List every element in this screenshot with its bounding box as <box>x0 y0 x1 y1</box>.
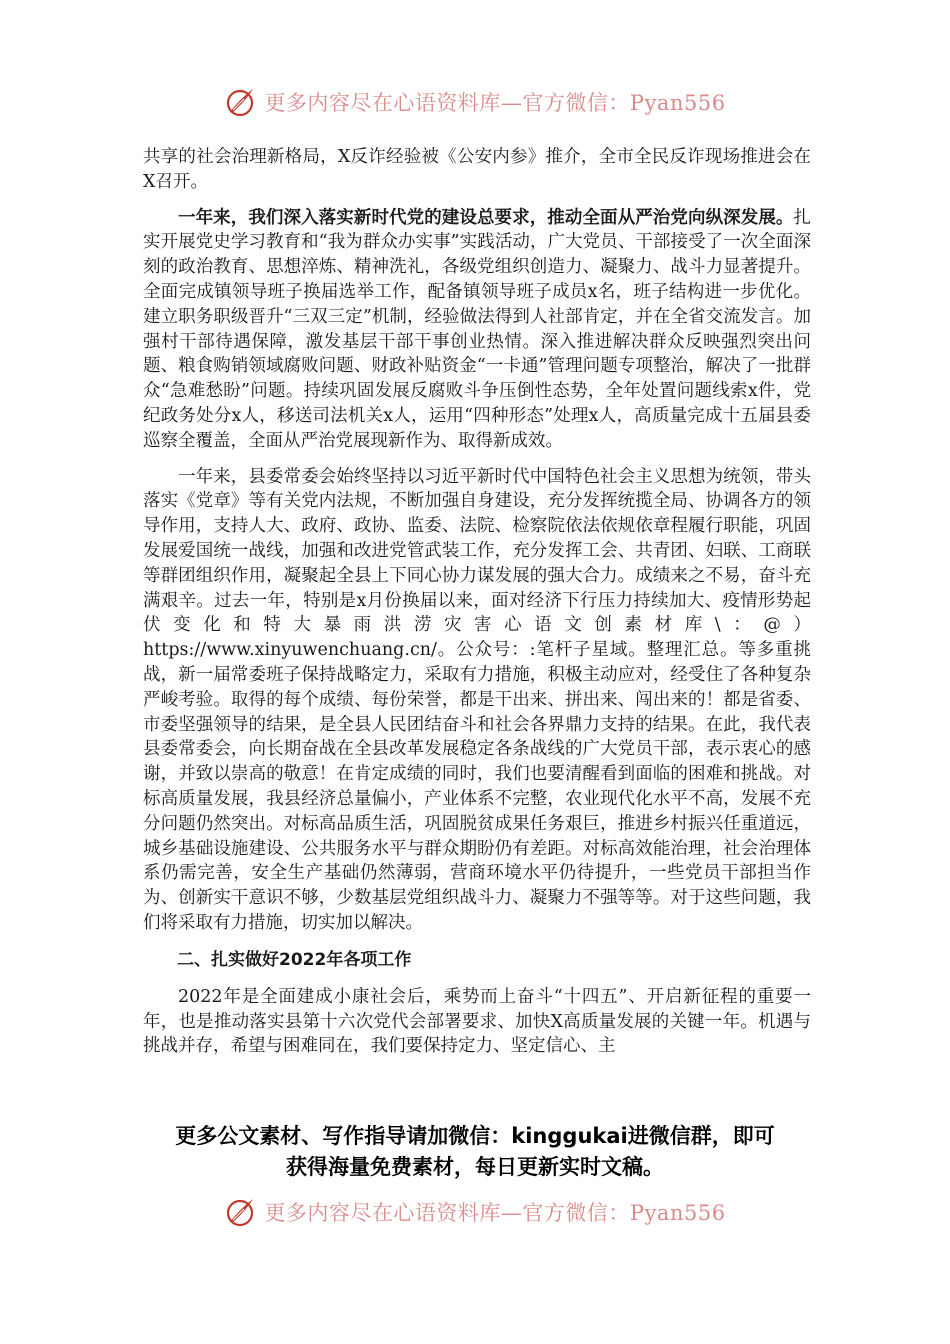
watermark-text: 更多内容尽在心语资料库—官方微信：Pyan556 <box>264 1201 726 1225</box>
paragraph-2 <box>143 206 811 454</box>
paragraph-1: 共享的社会治理新格局，X反诈经验被《公安内参》推介，全市全民反诈现场推进会在X召开。 <box>143 147 811 192</box>
paragraph-2-body: 扎实开展党史学习教育和“我为群众办实事”实践活动，广大党员、干部接受了一次全面深刻的政治教育、思想淬炼、精神洗礼，各级党组织创造力、凝聚力、战斗力显著提升。全面完成镇领导班子换届选举工作，配备镇领导班子成员x名，班子结构进一步优化。建立职务职级晋升“三双三定”机制，经验做法得到人社部肯定，并在全省交流发言。加强村干部待遇保障，激发基层干部干事创业热情。深入推进解决群众反映强烈突出问题、粮食购销领域腐败问题、财政补贴资金“一卡通”管理问题专项整治，解决了一批群众“急难愁盼”问题。持续巩固发展反腐败斗争压倒性态势，全年处置问题线索x件，党纪政务处分x人，移送司法机关x人，运用“四种形态”处理x人，高质量完成十五届县委巡察全覆盖，全面从严治党展现新作为、取得新成效。 <box>143 207 811 451</box>
section-heading-2: 二、扎实做好2022年各项工作 <box>177 949 412 970</box>
quill-pen-logo-icon <box>224 1196 256 1228</box>
watermark-text: 更多内容尽在心语资料库—官方微信：Pyan556 <box>264 91 726 115</box>
quill-pen-logo-icon <box>224 86 256 118</box>
document-body <box>143 145 811 1059</box>
paragraph-4: 2022年是全面建成小康社会后，乘势而上奋斗“十四五”、开启新征程的重要一年，也是推动落实县第十六次党代会部署要求、加快X高质量发展的关键一年。机遇与挑战并存，希望与困难同在，我们要保持定力、坚定信心、主 <box>143 986 811 1057</box>
paragraph-3: 一年来，县委常委会始终坚持以习近平新时代中国特色社会主义思想为统领，带头落实《党章》等有关党内法规，不断加强自身建设，充分发挥统揽全局、协调各方的领导作用，支持人大、政府、政协、监委、法院、检察院依法依规依章程履行职能，巩固发展爱国统一战线，加强和改进党管武装工作，充分发挥工会、共青团、妇联、工商联等群团组织作用，凝聚起全县上下同心协力谋发展的强大合力。成绩来之不易，奋斗充满艰辛。过去一年，特别是x月份换届以来，面对经济下行压力持续加大、疫情形势起伏变化和特大暴雨洪涝灾害心语文创素材库\：@）https://www.xinyuwenchuang.cn/。公众号：:笔杆子星域。整理汇总。等多重挑战，新一届常委班子保持战略定力，采取有力措施，积极主动应对，经受住了各种复杂严峻考验。取得的每个成绩、每份荣誉，都是干出来、拼出来、闯出来的！都是省委、市委坚强领导的结果，是全县人民团结奋斗和社会各界鼎力支持的结果。在此，我代表县委常委会，向长期奋战在全县改革发展稳定各条战线的广大党员干部，表示衷心的感谢，并致以崇高的敬意！在肯定成绩的同时，我们也要清醒看到面临的困难和挑战。对标高质量发展，我县经济总量偏小，产业体系不完整，农业现代化水平不高，发展不充分问题仍然突出。对标高品质生活，巩固脱贫成果任务艰巨，推进乡村振兴任重道远，城乡基础设施建设、公共服务水平与群众期盼仍有差距。对标高效能治理，社会治理体系仍需完善，安全生产基础仍然薄弱，营商环境水平仍待提升，一些党员干部担当作为、创新实干意识不够，少数基层党组织战斗力、凝聚力不强等等。对于这些问题，我们将采取有力措施，切实加以解决。 <box>143 466 811 933</box>
paragraph-2-lead: 一年来，我们深入落实新时代党的建设总要求，推动全面从严治党向纵深发展。 <box>178 207 794 228</box>
promo-line-1: 更多公文素材、写作指导请加微信：kinggukai进微信群，即可 <box>175 1124 775 1148</box>
promo-banner <box>130 1121 820 1183</box>
watermark-header <box>0 82 950 122</box>
promo-line-2: 获得海量免费素材，每日更新实时文稿。 <box>286 1155 664 1179</box>
watermark-footer <box>0 1192 950 1232</box>
